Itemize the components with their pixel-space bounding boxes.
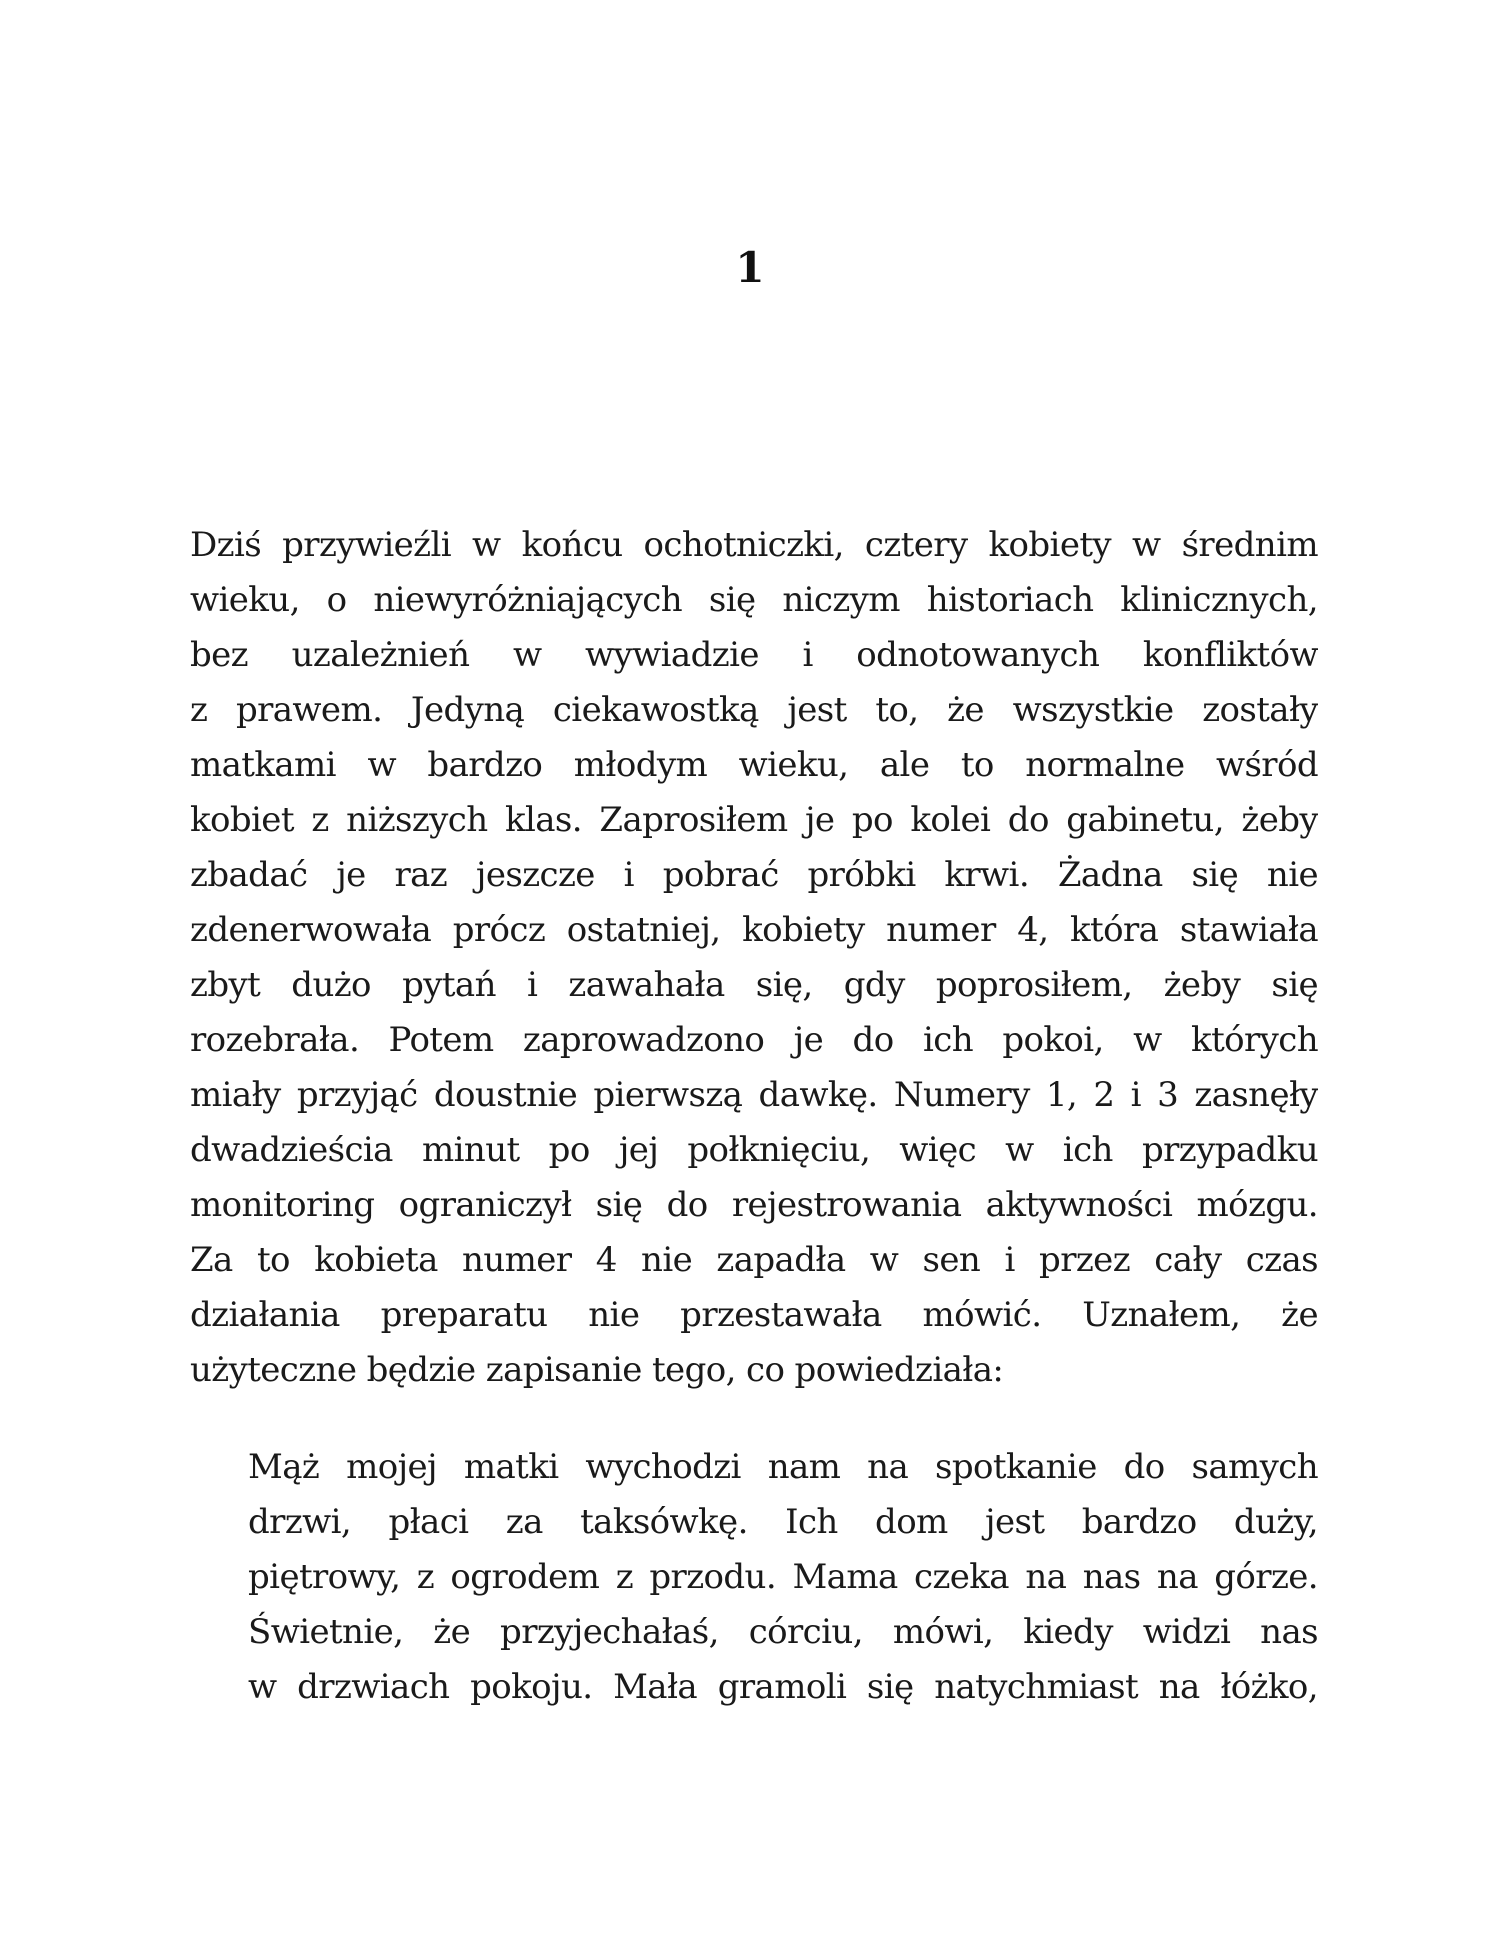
text-line: matkami w bardzo młodym wieku, ale to normalne wśród bbox=[190, 745, 1318, 785]
text-line: Dziś przywieźli w końcu ochotniczki, cztery kobiety w średnim bbox=[190, 525, 1318, 565]
quote-line: piętrowy, z ogrodem z przodu. Mama czeka na nas na górze. bbox=[248, 1557, 1318, 1597]
text-line: wieku, o niewyróżniających się niczym historiach klinicznych, bbox=[190, 580, 1318, 620]
quote-line: Świetnie, że przyjechałaś, córciu, mówi, kiedy widzi nas bbox=[248, 1612, 1318, 1652]
quote-line: Mąż mojej matki wychodzi nam na spotkanie do samych bbox=[248, 1447, 1318, 1487]
text-line: zdenerwowała prócz ostatniej, kobiety numer 4, która stawiała bbox=[190, 910, 1318, 950]
body-paragraph bbox=[190, 518, 1318, 1398]
text-line: kobiet z niższych klas. Zaprosiłem je po kolei do gabinetu, żeby bbox=[190, 800, 1318, 840]
text-line: użyteczne będzie zapisanie tego, co powiedziała: bbox=[190, 1350, 1004, 1390]
quote-line: drzwi, płaci za taksówkę. Ich dom jest bardzo duży, bbox=[248, 1502, 1318, 1542]
block-quote bbox=[248, 1440, 1318, 1715]
text-line: rozebrała. Potem zaprowadzono je do ich pokoi, w których bbox=[190, 1020, 1318, 1060]
text-line: dwadzieścia minut po jej połknięciu, więc w ich przypadku bbox=[190, 1130, 1318, 1170]
text-line: Za to kobieta numer 4 nie zapadła w sen i przez cały czas bbox=[190, 1240, 1318, 1280]
text-line: z prawem. Jedyną ciekawostką jest to, że wszystkie zostały bbox=[190, 690, 1318, 730]
chapter-number: 1 bbox=[735, 243, 765, 292]
text-line: zbyt dużo pytań i zawahała się, gdy poprosiłem, żeby się bbox=[190, 965, 1318, 1005]
text-line: miały przyjąć doustnie pierwszą dawkę. Numery 1, 2 i 3 zasnęły bbox=[190, 1075, 1318, 1115]
text-line: bez uzależnień w wywiadzie i odnotowanych konfliktów bbox=[190, 635, 1318, 675]
text-line: monitoring ograniczył się do rejestrowania aktywności mózgu. bbox=[190, 1185, 1318, 1225]
quote-line: w drzwiach pokoju. Mała gramoli się natychmiast na łóżko, bbox=[248, 1667, 1318, 1707]
text-line: zbadać je raz jeszcze i pobrać próbki krwi. Żadna się nie bbox=[190, 855, 1318, 895]
text-line: działania preparatu nie przestawała mówić. Uznałem, że bbox=[190, 1295, 1318, 1335]
